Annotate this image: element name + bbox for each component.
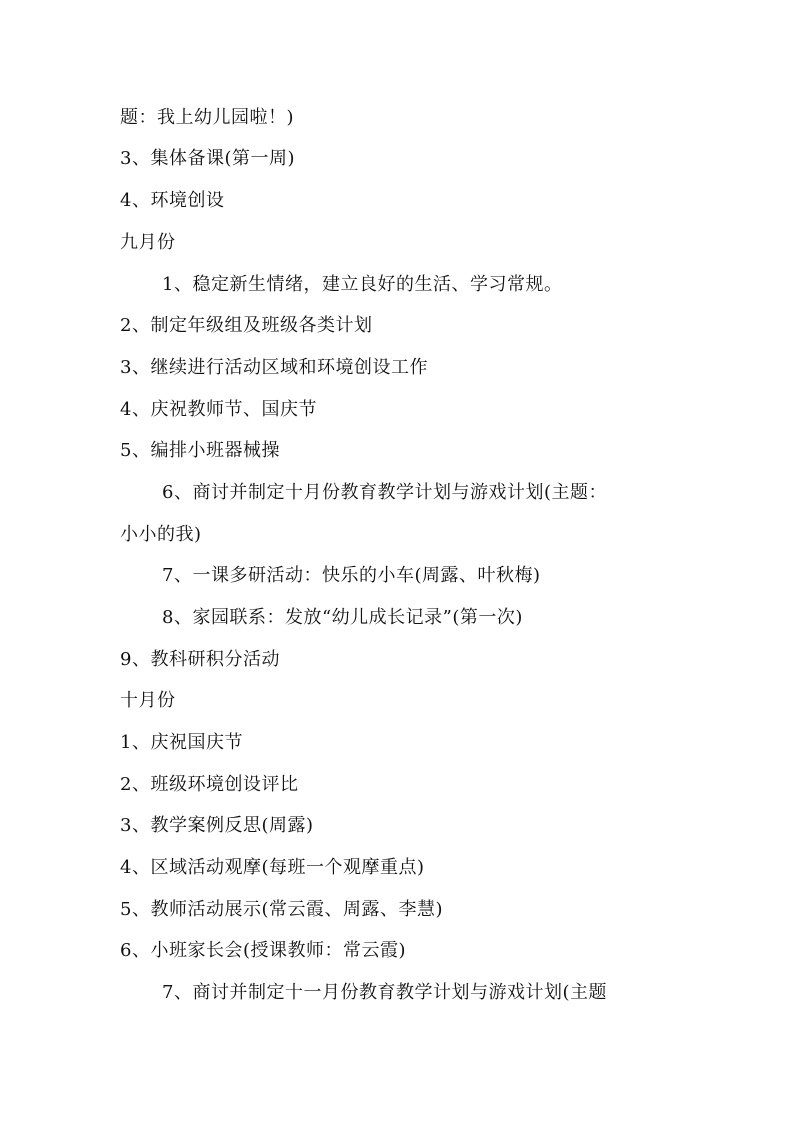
text-line: 6、小班家长会(授课教师：常云霞) [120,940,406,961]
text-line: 8、家园联系：发放“幼儿成长记录”(第一次) [162,607,523,628]
text-line: 3、集体备课(第一周) [120,148,295,169]
section-heading-september: 九月份 [120,232,176,253]
text-line: 7、一课多研活动：快乐的小车(周露、叶秋梅) [162,565,541,586]
text-line: 2、班级环境创设评比 [120,774,299,795]
text-line: 1、稳定新生情绪，建立良好的生活、学习常规。 [162,274,563,295]
text-line: 6、商讨并制定十月份教育教学计划与游戏计划(主题： [162,482,607,503]
text-line: 4、区域活动观摩(每班一个观摩重点) [120,857,425,878]
text-line: 4、庆祝教师节、国庆节 [120,399,317,420]
text-line: 1、庆祝国庆节 [120,732,243,753]
text-line: 3、教学案例反思(周露) [120,815,314,836]
section-heading-october: 十月份 [120,690,176,711]
text-line: 2、制定年级组及班级各类计划 [120,315,373,336]
text-line: 题：我上幼儿园啦！) [120,107,295,128]
text-line: 7、商讨并制定十一月份教育教学计划与游戏计划(主题 [162,982,607,1003]
text-line: 3、继续进行活动区域和环境创设工作 [120,357,428,378]
text-line: 5、编排小班器械操 [120,440,280,461]
text-line: 5、教师活动展示(常云霞、周露、李慧) [120,899,443,920]
text-line: 9、教科研积分活动 [120,649,280,670]
text-line: 4、环境创设 [120,190,225,211]
text-line: 小小的我) [120,524,202,545]
